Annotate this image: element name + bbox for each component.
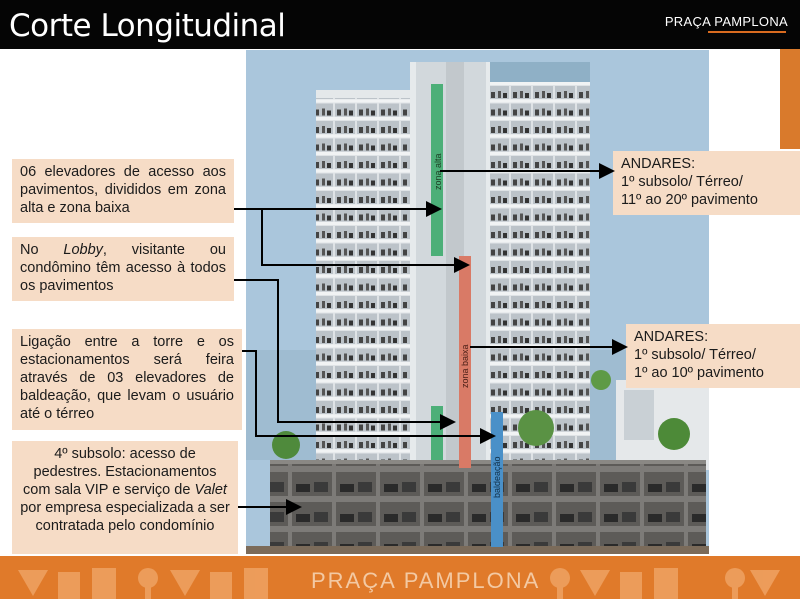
andares-baixa-line2: 1º ao 10º pavimento [634, 365, 764, 381]
label-baldeacao-text: baldeação [492, 456, 502, 498]
andares-alta-title: ANDARES: [621, 156, 696, 172]
page-title: Corte Longitudinal [9, 8, 286, 44]
label-zona-alta-text: zona alta [433, 153, 443, 190]
callout-elevators-text: 06 elevadores de acesso aos pavimentos, divididos em zona alta e zona baixa [20, 164, 226, 216]
arrow-elevators-baixa [262, 209, 468, 265]
brand-logo: PRAÇA PAMPLONA [664, 14, 788, 29]
andares-alta-line1: 1º subsolo/ Térreo/ [621, 174, 743, 190]
footer-bar [0, 556, 800, 599]
callout-subsolo-text-b: por empresa especializada a ser contratada pelo condomínio [20, 500, 230, 534]
arrow-ligacao [242, 351, 494, 436]
callout-lobby-emphasis: Lobby [63, 242, 103, 258]
callout-ligacao-text: Ligação entre a torre e os estacionamentos será feira através de 03 elevadores de baldeação, que levam o usuário até o térreo [20, 334, 234, 422]
footer-brand: PRAÇA PAMPLONA [311, 568, 541, 593]
andares-baixa-line1: 1º subsolo/ Térreo/ [634, 347, 756, 363]
callout-subsolo-text-a: 4º subsolo: acesso de pedestres. Estacionamentos com sala VIP e serviço de [23, 446, 217, 498]
arrow-lobby [234, 280, 454, 422]
label-zona-baixa-text: zona baixa [460, 344, 470, 388]
callout-lobby-text-b: , visitante ou condômino têm acesso à todos os pavimentos [20, 242, 226, 294]
andares-alta-line2: 11º ao 20º pavimento [621, 192, 758, 208]
callout-lobby-text-a: No [20, 242, 64, 258]
callout-subsolo-emphasis: Valet [194, 482, 227, 498]
andares-baixa-title: ANDARES: [634, 329, 709, 345]
